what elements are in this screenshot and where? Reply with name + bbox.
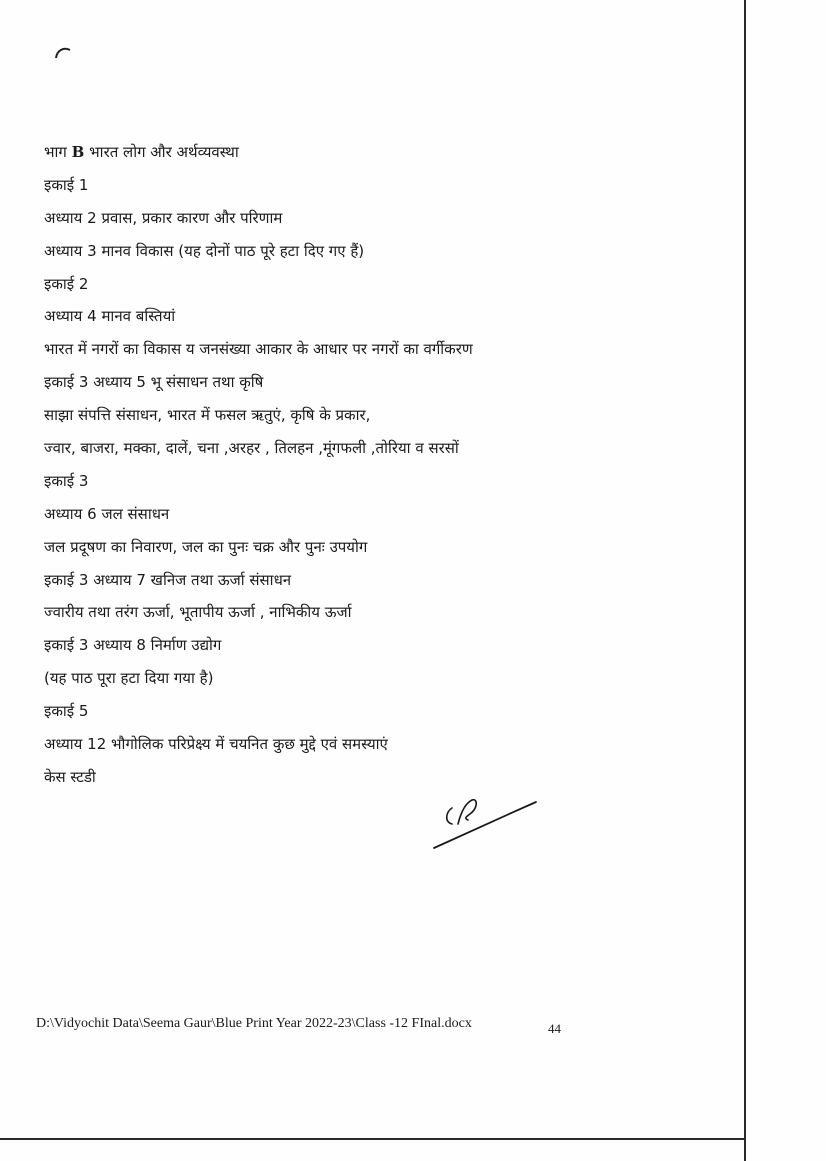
text-line: अध्याय 4 मानव बस्तियां [44,307,176,326]
text-line: इकाई 3 अध्याय 7 खनिज तथा ऊर्जा संसाधन [44,570,292,589]
text-line: भारत में नगरों का विकास य जनसंख्या आकार के आधार पर नगरों का वर्गीकरण [44,340,473,359]
text-line: ज्वारीय तथा तरंग ऊर्जा, भूतापीय ऊर्जा , नाभिकीय ऊर्जा [44,603,352,622]
text-line: अध्याय 2 प्रवास, प्रकार कारण और परिणाम [44,208,283,227]
text-line: इकाई 3 अध्याय 5 भू संसाधन तथा कृषि [44,373,264,392]
text-line: साझा संपत्ति संसाधन, भारत में फसल ऋतुएं, कृषि के प्रकार, [44,406,371,425]
text-line: ज्वार, बाजरा, मक्का, दालें, चना ,अरहर , तिलहन ,मूंगफली ,तोरिया व सरसों [44,439,459,458]
footer-file-path: D:\Vidyochit Data\Seema Gaur\Blue Print Year 2022-23\Class -12 FInal.docx [36,1016,472,1031]
text-line: इकाई 1 [44,175,89,194]
text-line: इकाई 5 [44,702,89,721]
text-line: अध्याय 3 मानव विकास (यह दोनों पाठ पूरे हटा दिए गए हैं) [44,241,365,260]
text-line: अध्याय 12 भौगोलिक परिप्रेक्ष्य में चयनित कुछ मुद्दे एवं समस्याएं [44,735,388,754]
scan-edge-bottom [0,1138,746,1140]
scan-edge-right [744,0,746,1161]
text-line: केस स्टडी [44,767,96,786]
signature [430,796,540,856]
scan-corner-mark [54,44,72,60]
document-body [44,138,724,796]
page-number: 44 [548,1021,561,1036]
text-line: (यह पाठ पूरा हटा दिया गया है) [44,669,214,688]
text-line: इकाई 3 अध्याय 8 निर्माण उद्योग [44,636,222,655]
section-heading: भाग B भारत लोग और अर्थव्यवस्था [44,143,239,161]
text-line: इकाई 2 [44,274,89,293]
text-line: जल प्रदूषण का निवारण, जल का पुनः चक्र और पुनः उपयोग [44,537,368,556]
text-line: अध्याय 6 जल संसाधन [44,504,170,523]
text-line: इकाई 3 [44,471,89,490]
